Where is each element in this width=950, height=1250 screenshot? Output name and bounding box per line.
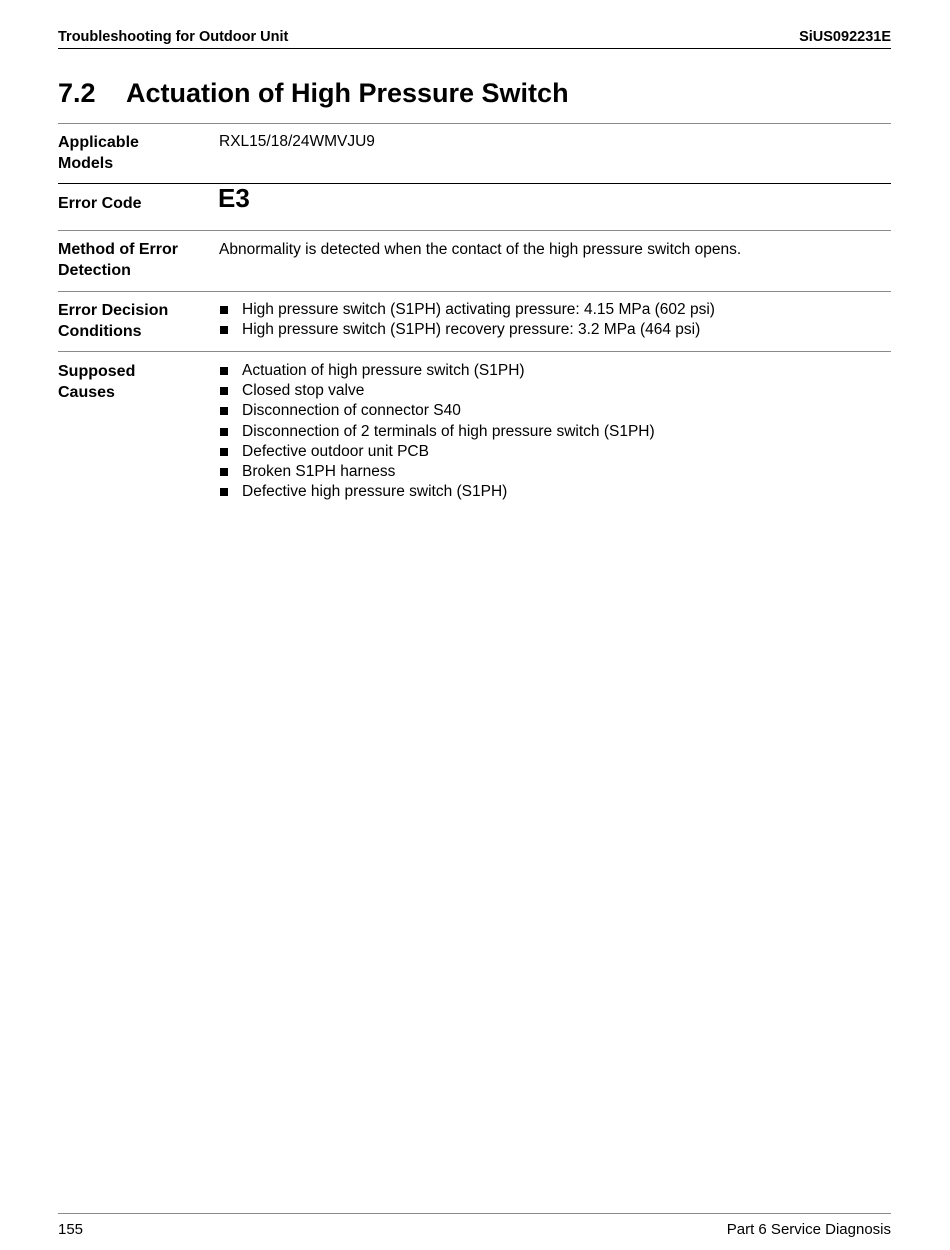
decision-list: [219, 300, 715, 340]
page-number: 155: [58, 1221, 84, 1238]
error-code-value: E3: [218, 183, 250, 213]
divider-decision: [58, 351, 891, 352]
decision-label: [58, 300, 208, 342]
list-item-text: Closed stop valve: [242, 382, 365, 400]
bullet-square-icon: [220, 448, 228, 456]
bullet-square-icon: [220, 387, 228, 395]
list-item: [219, 442, 655, 462]
applicable-models-label-line1: Applicable: [58, 134, 139, 151]
bullet-square-icon: [220, 326, 228, 334]
section-number: 7.2: [58, 78, 96, 108]
decision-label-line2: Conditions: [58, 323, 142, 340]
list-item: [219, 320, 715, 340]
bullet-square-icon: [220, 488, 228, 496]
bullet-square-icon: [220, 306, 228, 314]
bullet-square-icon: [220, 407, 228, 415]
method-label: [58, 239, 208, 281]
list-item: [219, 300, 715, 320]
causes-list: [219, 361, 655, 502]
applicable-models-value: RXL15/18/24WMVJU9: [219, 133, 375, 150]
list-item-text: High pressure switch (S1PH) recovery pressure: 3.2 MPa (464 psi): [242, 321, 701, 339]
list-item-text: Disconnection of 2 terminals of high pressure switch (S1PH): [242, 422, 655, 440]
divider-models: [58, 183, 891, 184]
list-item: [219, 381, 655, 401]
applicable-models-label: [58, 132, 208, 174]
list-item-text: Actuation of high pressure switch (S1PH): [242, 362, 525, 379]
list-item: [219, 422, 655, 442]
list-item-text: Disconnection of connector S40: [242, 402, 461, 420]
divider-method: [58, 291, 891, 292]
list-item: [219, 462, 655, 482]
document-code: SiUS092231E: [799, 29, 891, 45]
method-label-line1: Method of Error: [58, 241, 178, 258]
error-code-label: Error Code: [58, 195, 142, 212]
header-rule: [58, 48, 891, 49]
section-title: Actuation of High Pressure Switch: [126, 78, 569, 108]
bullet-square-icon: [220, 468, 228, 476]
list-item: [219, 361, 655, 381]
divider-error-code: [58, 230, 891, 231]
causes-label: [58, 361, 208, 403]
list-item-text: Defective high pressure switch (S1PH): [242, 483, 508, 501]
list-item: [219, 482, 655, 502]
footer-rule: [58, 1213, 891, 1214]
method-label-line2: Detection: [58, 262, 131, 279]
causes-label-line1: Supposed: [58, 363, 136, 380]
running-header-title: Troubleshooting for Outdoor Unit: [58, 29, 289, 45]
decision-label-line1: Error Decision: [58, 302, 169, 319]
method-value: Abnormality is detected when the contact of the high pressure switch opens.: [219, 241, 742, 258]
list-item-text: High pressure switch (S1PH) activating pressure: 4.15 MPa (602 psi): [242, 301, 715, 318]
divider-title: [58, 123, 891, 124]
bullet-square-icon: [220, 428, 228, 436]
applicable-models-label-line2: Models: [58, 155, 114, 172]
causes-label-line2: Causes: [58, 384, 115, 401]
list-item: [219, 401, 655, 421]
list-item-text: Broken S1PH harness: [242, 463, 396, 481]
list-item-text: Defective outdoor unit PCB: [242, 442, 429, 460]
footer-part-title: Part 6 Service Diagnosis: [726, 1221, 891, 1238]
bullet-square-icon: [220, 367, 228, 375]
